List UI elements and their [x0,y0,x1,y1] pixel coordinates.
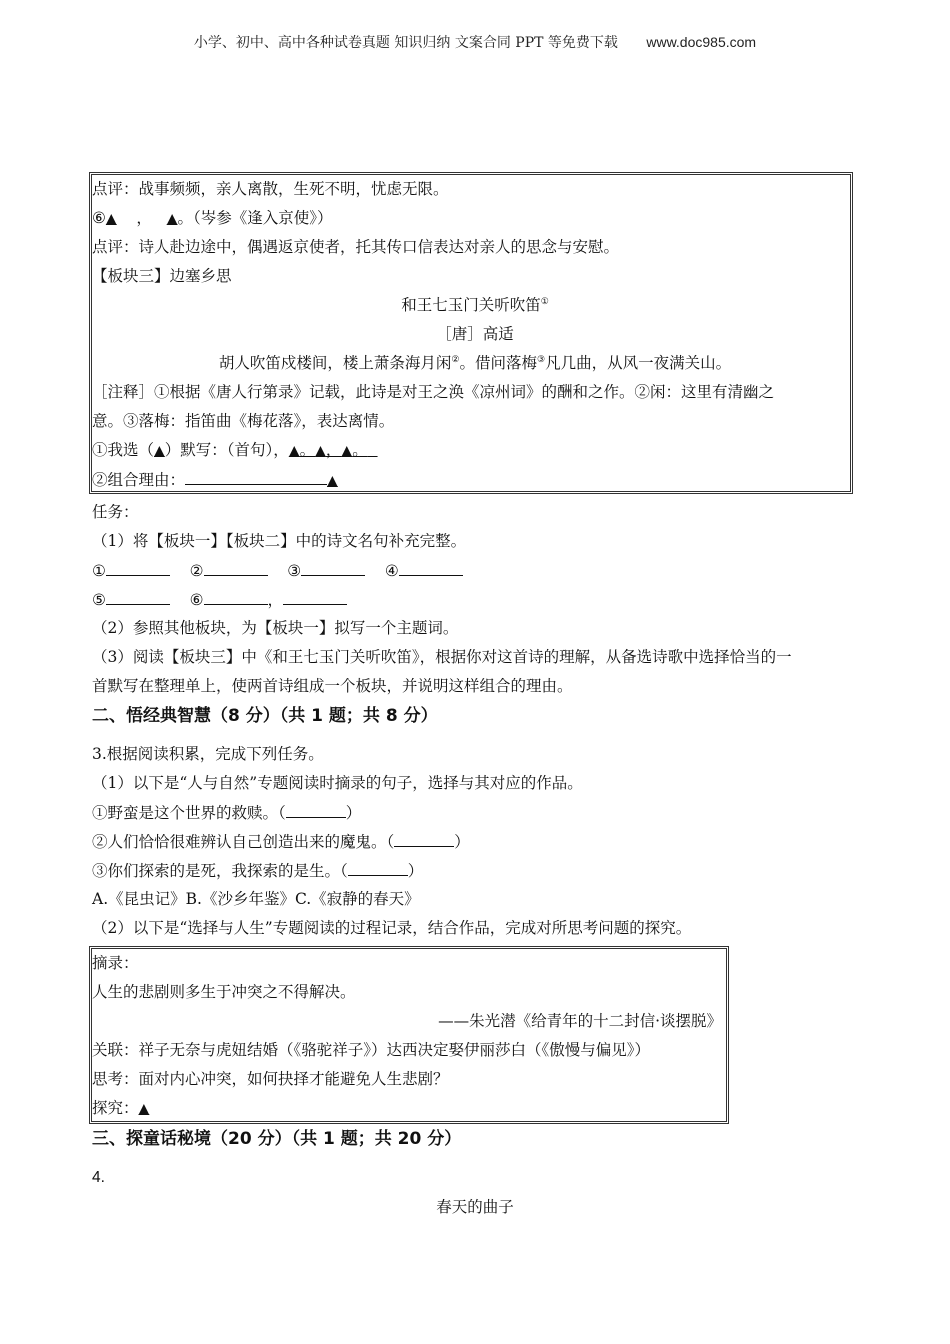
circled-three: ③ [287,562,302,580]
circled-six: ⑥ [92,209,106,227]
reading-record-box [89,946,729,1124]
section-3-title: 三、探童话秘境（20 分）（共 1 题；共 20 分） [92,1129,462,1149]
triangle-icon: ▲ [154,443,165,459]
note-mark: ② [451,355,460,365]
poem-body [0,352,950,374]
annotation-line-1: ［注释］①根据《唐人行第录》记载，此诗是对王之涣《凉州词》的酬和之作。②闲：这里有清幽之 [92,383,775,401]
link-line: 关联：祥子无奈与虎妞结婚（《骆驼祥子》）达西决定娶伊丽莎白（《傲慢与偏见》） [92,1041,651,1059]
circled-six: ⑥ [189,591,204,609]
sentence-1 [92,801,361,823]
question-4: 4. [92,1169,105,1186]
paren: ） [407,862,424,880]
poem-title [0,294,950,316]
triangle-icon: ▲ [341,443,353,459]
answer-blank[interactable] [301,559,365,576]
paren: ） [345,804,362,822]
comma: ， [267,591,284,609]
poem-title-text: 和王七玉门关听吹笛 [401,296,541,314]
poem-six-line [92,207,333,229]
punct: ， [325,441,342,459]
poem-text: 胡人吹笛戍楼间，楼上萧条海月闲 [218,354,452,372]
source-cen-shen: 。（岑参《逢入京使》） [177,209,333,227]
poem-text: 。借问落梅 [459,354,537,372]
selection-label: ①我选（ [92,441,155,459]
answer-blank[interactable] [204,559,268,576]
triangle-icon: ▲ [138,1101,150,1117]
block-three-title: 【板块三】边塞乡思 [92,267,232,285]
punct: 。 [299,441,316,459]
blanks-row-2 [92,588,347,610]
circled-two: ② [189,562,204,580]
reason-label: ②组合理由： [92,471,186,489]
reason-line [92,468,338,490]
triangle-icon: ▲ [105,211,117,227]
poem-text: 凡几曲，从风一夜满关山。 [545,354,732,372]
answer-blank[interactable] [106,588,170,605]
selection-label: ）默写：（首句）， [164,441,289,459]
section-2-title: 二、悟经典智慧（8 分）（共 1 题；共 8 分） [92,706,438,726]
triangle-icon: ▲ [327,473,338,489]
task-3-line-2: 首默写在整理单上，使两首诗组成一个板块，并说明这样组合的理由。 [92,677,573,695]
triangle-icon: ▲ [315,443,326,459]
answer-blank[interactable] [394,830,454,847]
sentence-text: ①野蛮是这个世界的救赎。（ [92,804,286,822]
circled-five: ⑤ [92,591,106,609]
paren: ） [454,833,470,851]
answer-blank[interactable] [185,468,327,485]
answer-blank[interactable] [286,801,346,818]
note-mark: ① [540,297,549,307]
sentence-2 [92,830,470,852]
story-title: 春天的曲子 [436,1198,514,1216]
task-1: （1）将【板块一】【板块二】中的诗文名句补充完整。 [92,532,467,550]
answer-blank[interactable] [399,559,463,576]
explore-line [92,1097,149,1119]
circled-one: ① [92,562,106,580]
think-line: 思考：面对内心冲突，如何抉择才能避免人生悲剧？ [92,1070,449,1088]
answer-blank[interactable] [106,559,170,576]
selection-line [92,439,378,461]
sentence-text: ②人们恰恰很难辨认自己创造出来的魔鬼。（ [92,833,395,851]
task-3-line-1: （3）阅读【板块三】中《和王七玉门关听吹笛》，根据你对这首诗的理解，从备选诗歌中选择恰当的一 [92,648,792,666]
poem-author: ［唐］高适 [436,325,514,343]
answer-blank[interactable] [348,859,408,876]
blanks-row-1 [92,559,463,581]
answer-blank[interactable] [283,588,347,605]
annotation-line-2: 意。③落梅：指笛曲《梅花落》，表达离情。 [92,412,395,430]
punct: 。 [352,441,368,459]
comma: ， [136,209,152,227]
header-text: 小学、初中、高中各种试卷真题 知识归纳 文案合同 PPT 等免费下载 [193,35,618,51]
excerpt-source: ——朱光潜《给青年的十二封信·谈摆脱》 [438,1012,722,1030]
review-line-1: 点评：战事频频，亲人离散，生死不明，忧虑无限。 [92,180,449,198]
question-3: 3.根据阅读积累，完成下列任务。 [92,745,324,763]
task-2: （2）参照其他板块，为【板块一】拟写一个主题词。 [92,619,459,637]
excerpt-quote: 人生的悲剧则多生于冲突之不得解决。 [92,983,356,1001]
explore-label: 探究： [92,1099,139,1117]
sub-question-1: （1）以下是“人与自然”专题阅读时摘录的句子，选择与其对应的作品。 [92,774,583,792]
excerpt-label: 摘录： [92,954,139,972]
sentence-text: ③你们探索的是死，我探索的是生。（ [92,862,348,880]
sentence-3 [92,859,423,881]
triangle-icon: ▲ [166,211,178,227]
options-line: A.《昆虫记》B.《沙乡年鉴》C.《寂静的春天》 [92,890,420,908]
header-url[interactable]: www.doc985.com [646,34,757,50]
note-mark: ③ [537,355,546,365]
sub-question-2: （2）以下是“选择与人生”专题阅读的过程记录，结合作品，完成对所思考问题的探究。 [92,919,692,937]
circled-four: ④ [384,562,399,580]
review-line-2: 点评：诗人赴边途中，偶遇返京使者，托其传口信表达对亲人的思念与安慰。 [92,238,620,256]
tasks-label: 任务： [92,503,139,521]
answer-blank[interactable] [204,588,268,605]
page-header [0,32,950,52]
triangle-icon: ▲ [288,443,300,459]
